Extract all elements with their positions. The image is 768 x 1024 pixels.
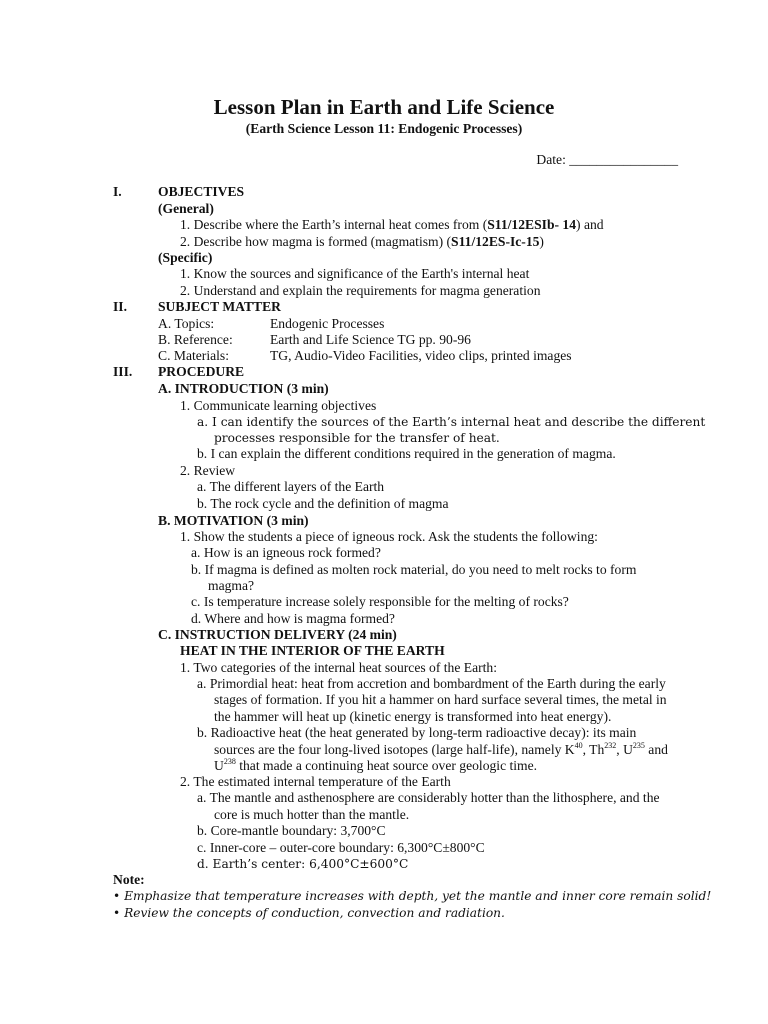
objective-text: 1. Describe where the Earth’s internal heat comes from ( [180, 217, 488, 232]
date-field: Date: ________________ [536, 152, 678, 167]
isotope-text: U [214, 758, 224, 773]
competency-code: S11/12ES-Ic-15 [451, 234, 540, 249]
section-heading-procedure: PROCEDURE [158, 364, 245, 379]
subject-row-materials [158, 348, 572, 364]
section-numeral-objectives: I. [113, 184, 122, 199]
section-heading-objectives: OBJECTIVES [158, 184, 245, 199]
motivation-question-b: b. If magma is defined as molten rock material, do you need to melt rocks to form [191, 562, 637, 577]
isotope-th-mass: 232 [604, 741, 617, 750]
isotope-text: , Th [582, 742, 605, 757]
general-objectives-label: (General) [158, 201, 214, 216]
instruction-subheading: HEAT IN THE INTERIOR OF THE EARTH [180, 643, 445, 658]
temperature-a: a. The mantle and asthenosphere are considerably hotter than the lithosphere, and the [197, 790, 660, 805]
row-value: TG, Audio-Video Facilities, video clips, printed images [270, 348, 572, 363]
general-objective-1 [180, 217, 604, 233]
isotope-text: that made a continuing heat source over geologic time. [235, 758, 538, 773]
objective-text: 2. Describe how magma is formed (magmatism) ( [180, 234, 452, 249]
intro-item-1a: a. I can identify the sources of the Earth’s internal heat and describe the different [197, 415, 706, 429]
isotope-text: and [644, 742, 668, 757]
row-value: Earth and Life Science TG pp. 90-96 [270, 332, 471, 347]
note-bullet-2: • Review the concepts of conduction, convection and radiation. [113, 906, 505, 920]
section-numeral-subject-matter: II. [113, 299, 127, 314]
heat-source-radioactive-cont [214, 742, 668, 758]
specific-objective-2: 2. Understand and explain the requirements for magma generation [180, 283, 541, 298]
section-numeral-procedure: III. [113, 364, 133, 379]
motivation-item-1: 1. Show the students a piece of igneous rock. Ask the students the following: [180, 529, 598, 544]
heat-source-radioactive: b. Radioactive heat (the heat generated by long-term radioactive decay): its main [197, 725, 637, 740]
isotope-u238-mass: 238 [223, 757, 236, 766]
intro-item-2b: b. The rock cycle and the definition of magma [197, 496, 449, 511]
intro-item-1b: b. I can explain the different conditions required in the generation of magma. [197, 446, 616, 461]
heat-source-radioactive-cont [214, 758, 537, 774]
subject-row-topics [158, 316, 384, 332]
motivation-question-b-cont: magma? [208, 578, 255, 593]
competency-code: S11/12ESIb- 14 [487, 217, 577, 232]
heat-source-primordial-cont: stages of formation. If you hit a hammer on hard surface several times, the metal in [214, 692, 667, 707]
page-subtitle: (Earth Science Lesson 11: Endogenic Processes) [245, 121, 523, 136]
isotope-k-mass: 40 [574, 741, 583, 750]
isotope-text: , U [616, 742, 633, 757]
temperature-d: d. Earth’s center: 6,400°C±600°C [197, 857, 409, 871]
heat-source-primordial: a. Primordial heat: heat from accretion and bombardment of the Earth during the early [197, 676, 666, 691]
instruction-heading: C. INSTRUCTION DELIVERY (24 min) [158, 627, 397, 642]
motivation-question-d: d. Where and how is magma formed? [191, 611, 395, 626]
note-heading: Note: [113, 872, 145, 887]
subject-row-reference [158, 332, 471, 348]
objective-text-end: ) [539, 234, 544, 249]
motivation-question-a: a. How is an igneous rock formed? [191, 545, 381, 560]
temperature-b: b. Core-mantle boundary: 3,700°C [197, 823, 386, 838]
temperature-c: c. Inner-core – outer-core boundary: 6,300°C±800°C [197, 840, 485, 855]
heat-source-primordial-cont: the hammer will heat up (kinetic energy is transformed into heat energy). [214, 709, 612, 724]
section-heading-subject-matter: SUBJECT MATTER [158, 299, 282, 314]
objective-text-end: ) and [576, 217, 604, 232]
intro-item-1a-cont: processes responsible for the transfer of heat. [214, 431, 500, 445]
motivation-heading: B. MOTIVATION (3 min) [158, 513, 309, 528]
note-bullet-1: • Emphasize that temperature increases with depth, yet the mantle and inner core remain solid! [113, 889, 712, 903]
row-label: C. Materials: [158, 348, 229, 363]
motivation-question-c: c. Is temperature increase solely responsible for the melting of rocks? [191, 594, 569, 609]
instruction-item-1: 1. Two categories of the internal heat sources of the Earth: [180, 660, 498, 675]
introduction-heading: A. INTRODUCTION (3 min) [158, 381, 329, 396]
specific-objective-1: 1. Know the sources and significance of the Earth's internal heat [180, 266, 530, 281]
specific-objectives-label: (Specific) [158, 250, 213, 265]
temperature-a-cont: core is much hotter than the mantle. [214, 807, 410, 822]
intro-item-2a: a. The different layers of the Earth [197, 479, 385, 494]
intro-item-1: 1. Communicate learning objectives [180, 398, 377, 413]
isotope-text: sources are the four long-lived isotopes (large half-life), namely K [214, 742, 575, 757]
instruction-item-2: 2. The estimated internal temperature of the Earth [180, 774, 451, 789]
intro-item-2: 2. Review [180, 463, 236, 478]
row-label: B. Reference: [158, 332, 233, 347]
isotope-u235-mass: 235 [632, 741, 645, 750]
general-objective-2 [180, 234, 544, 250]
row-value: Endogenic Processes [270, 316, 385, 331]
row-label: A. Topics: [158, 316, 215, 331]
page-title: Lesson Plan in Earth and Life Science [213, 95, 555, 119]
